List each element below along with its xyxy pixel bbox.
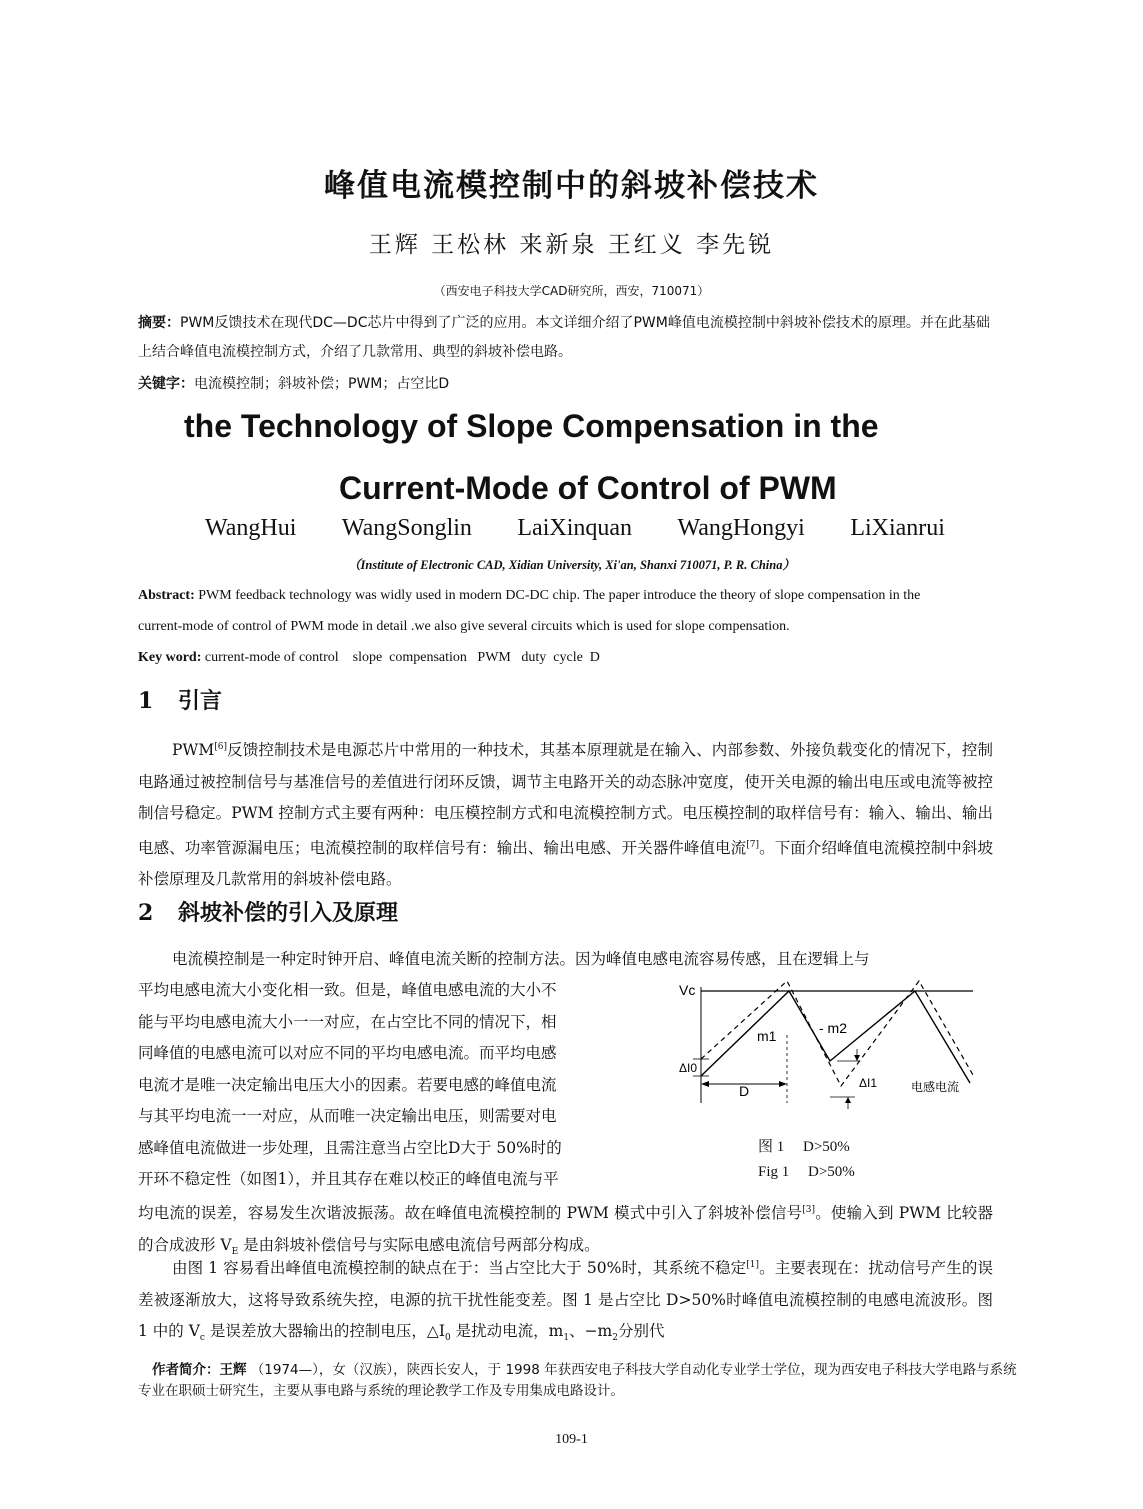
footnote-label: 作者简介：王辉	[152, 1362, 247, 1378]
figure-1-caption-cn: 图 1 D>50%	[758, 1139, 850, 1155]
text-run: 均电流的误差，容易发生次谐波振荡。故在峰值电流模控制的 PWM 模式中引入了斜坡补偿信号	[138, 1204, 803, 1223]
arrow-head	[701, 1081, 709, 1087]
abstract-cn-text: PWM反馈技术在现代DC—DC芯片中得到了广泛的应用。本文详细介绍了PWM峰值电流模控制中斜坡补偿技术的原理。并在此基础上结合峰值电流模控制方式，介绍了几款常用、典型的斜坡补偿电路。	[138, 315, 990, 360]
text-run: 是误差放大器输出的控制电压，△I	[204, 1322, 445, 1341]
section-2-paragraph-3	[138, 1250, 993, 1355]
abstract-cn	[138, 309, 993, 367]
paper-title-en-line2: Current-Mode of Control of PWM	[339, 470, 837, 506]
paper-title-cn: 峰值电流模控制中的斜坡补偿技术	[324, 168, 819, 204]
text-run: 是扰动电流，m	[450, 1322, 564, 1341]
subscript: 0	[444, 1333, 451, 1344]
text-run: 由图 1 容易看出峰值电流模控制的缺点在于：当占空比大于 50%时，其系统不稳定	[172, 1259, 747, 1278]
section-title: 斜坡补偿的引入及原理	[178, 900, 399, 926]
section-2-heading	[138, 896, 398, 927]
text-run: 反馈控制技术是电源芯片中常用的一种技术，其基本原理就是在输入、内部参数、外接负载变化的情况下，控制电路通过被控制信号与基准信号的差值进行闭环反馈，调节主电路开关的动态脉冲宽度，使开关电源的输出电压或电流等被控制信号稳定。PWM 控制方式主要有两种：电压模控制方式和电流模控制方式。电压模控制的取样信号有：输入、输出、输出电感、功率管源漏电压；电流模控制的取样信号有：输出、输出电感、开关器件峰值电流	[138, 741, 993, 857]
citation: [3]	[802, 1205, 816, 1215]
arrow-head	[845, 1097, 851, 1103]
keywords-cn-label: 关键字：	[138, 376, 194, 392]
text-line: 与其平均电流一一对应，从而唯一决定输出电压，则需要对电	[138, 1107, 557, 1125]
inductor-current-solid	[701, 991, 970, 1083]
text-line: 开环不稳定性（如图1），并且其存在难以校正的峰值电流与平	[138, 1170, 559, 1188]
footnote-text: （1974—），女（汉族），陕西长安人，于 1998 年获西安电子科技大学自动化专业学士学位，现为西安电子科技大学电路与系统专业在职硕士研究生，主要从事电路与系统的理论教学工作及专用集成电路设计。	[138, 1362, 1017, 1399]
abstract-en-label: Abstract:	[138, 588, 195, 603]
figure-1-caption-en: Fig 1 D>50%	[758, 1164, 855, 1180]
keywords-cn	[138, 370, 993, 399]
section-1-paragraph	[138, 732, 993, 896]
author-en: WangHongyi	[677, 515, 805, 541]
arrow-head	[854, 1055, 860, 1061]
affiliation-en: （Institute of Electronic CAD, Xidian University, Xi'an, Shanxi 710071, P. R. China）	[348, 558, 795, 572]
abstract-cn-label: 摘要：	[138, 315, 180, 331]
subscript: 2	[612, 1333, 618, 1344]
label-d: D	[739, 1083, 750, 1099]
authors-en	[205, 515, 945, 542]
arrow-head	[779, 1081, 787, 1087]
section-title: 引言	[178, 688, 223, 714]
subscript: c	[199, 1333, 205, 1344]
text-line: 能与平均电感电流大小一一对应，在占空比不同的情况下，相	[138, 1012, 557, 1031]
section-1-heading	[138, 684, 222, 715]
author-en: WangHui	[205, 515, 297, 541]
section-number: 2	[138, 900, 154, 926]
label-inductor-current: 电感电流	[911, 1080, 960, 1094]
text-run: 是由斜坡补偿信号与实际电感电流信号两部分构成。	[238, 1235, 600, 1254]
author-bio-footnote	[138, 1360, 1018, 1402]
author-en: LaiXinquan	[517, 515, 633, 541]
label-vc: Vc	[679, 982, 696, 998]
section-number: 1	[138, 688, 154, 714]
text-run: 、−m	[569, 1322, 613, 1341]
text-line: 电流才是唯一决定输出电压大小的因素。若要电感的峰值电流	[138, 1075, 557, 1094]
subscript: E	[231, 1246, 239, 1257]
author-en: WangSonglin	[341, 515, 472, 541]
authors-cn: 王辉 王松林 来新泉 王红义 李先锐	[368, 232, 775, 258]
paper-title-en-line1: the Technology of Slope Compensation in the	[184, 408, 879, 444]
section-2-first-line: 电流模控制是一种定时钟开启、峰值电流关断的控制方法。因为峰值电感电流容易传感，且在逻辑上与	[172, 950, 870, 968]
label-delta-i0: ΔI0	[679, 1061, 698, 1075]
text-run: 。主要表现在：扰动信号产生的误差被逐渐放大，这将导致系统失控，电源的抗干扰性能变差。图 1 是占空比 D>50%时峰值电流模控制的电感电流波形。图 1 中的 V	[138, 1259, 993, 1341]
text-run: 。下面介绍峰值电流模控制中斜坡补偿原理及几款常用的斜坡补偿电路。	[138, 838, 993, 889]
abstract-en	[138, 580, 998, 642]
section-2-column-text	[138, 975, 630, 1196]
text-line: 同峰值的电感电流可以对应不同的平均电感电流。而平均电感	[138, 1044, 557, 1062]
abstract-en-line1: PWM feedback technology was widly used in modern DC-DC chip. The paper introduce the theory of slope compensation in the	[198, 588, 921, 603]
text-line: 感峰值电流做进一步处理，且需注意当占空比D大于 50%时的	[138, 1138, 562, 1157]
text-run: 分别代	[617, 1322, 665, 1341]
figure-1-waveform	[665, 975, 985, 1123]
subscript: 1	[563, 1333, 570, 1344]
author-en: LiXianrui	[850, 515, 945, 541]
citation: [1]	[746, 1260, 759, 1270]
label-m2: - m2	[819, 1020, 847, 1036]
citation: [7]	[746, 839, 760, 850]
keywords-cn-text: 电流模控制；斜坡补偿；PWM；占空比D	[194, 376, 450, 392]
affiliation-cn: （西安电子科技大学CAD研究所，西安，710071）	[433, 284, 710, 298]
keywords-en	[138, 642, 998, 673]
keywords-en-text: current-mode of control slope compensation PWM duty cycle D	[204, 650, 600, 665]
keywords-en-label: Key word:	[138, 650, 202, 665]
text-line: 平均电感电流大小变化相一致。但是，峰值电感电流的大小不	[138, 981, 557, 999]
label-m1: m1	[757, 1028, 777, 1044]
page-number: 109-1	[555, 1432, 588, 1447]
abstract-en-line2: current-mode of control of PWM mode in detail .we also give several circuits which is used for slope compensation.	[138, 619, 790, 634]
label-delta-i1: ΔI1	[859, 1076, 878, 1090]
text-run: PWM	[172, 741, 215, 760]
citation: [6]	[214, 742, 227, 752]
text-run: 。使输入到 PWM 比较器的合成波形 V	[138, 1204, 993, 1254]
